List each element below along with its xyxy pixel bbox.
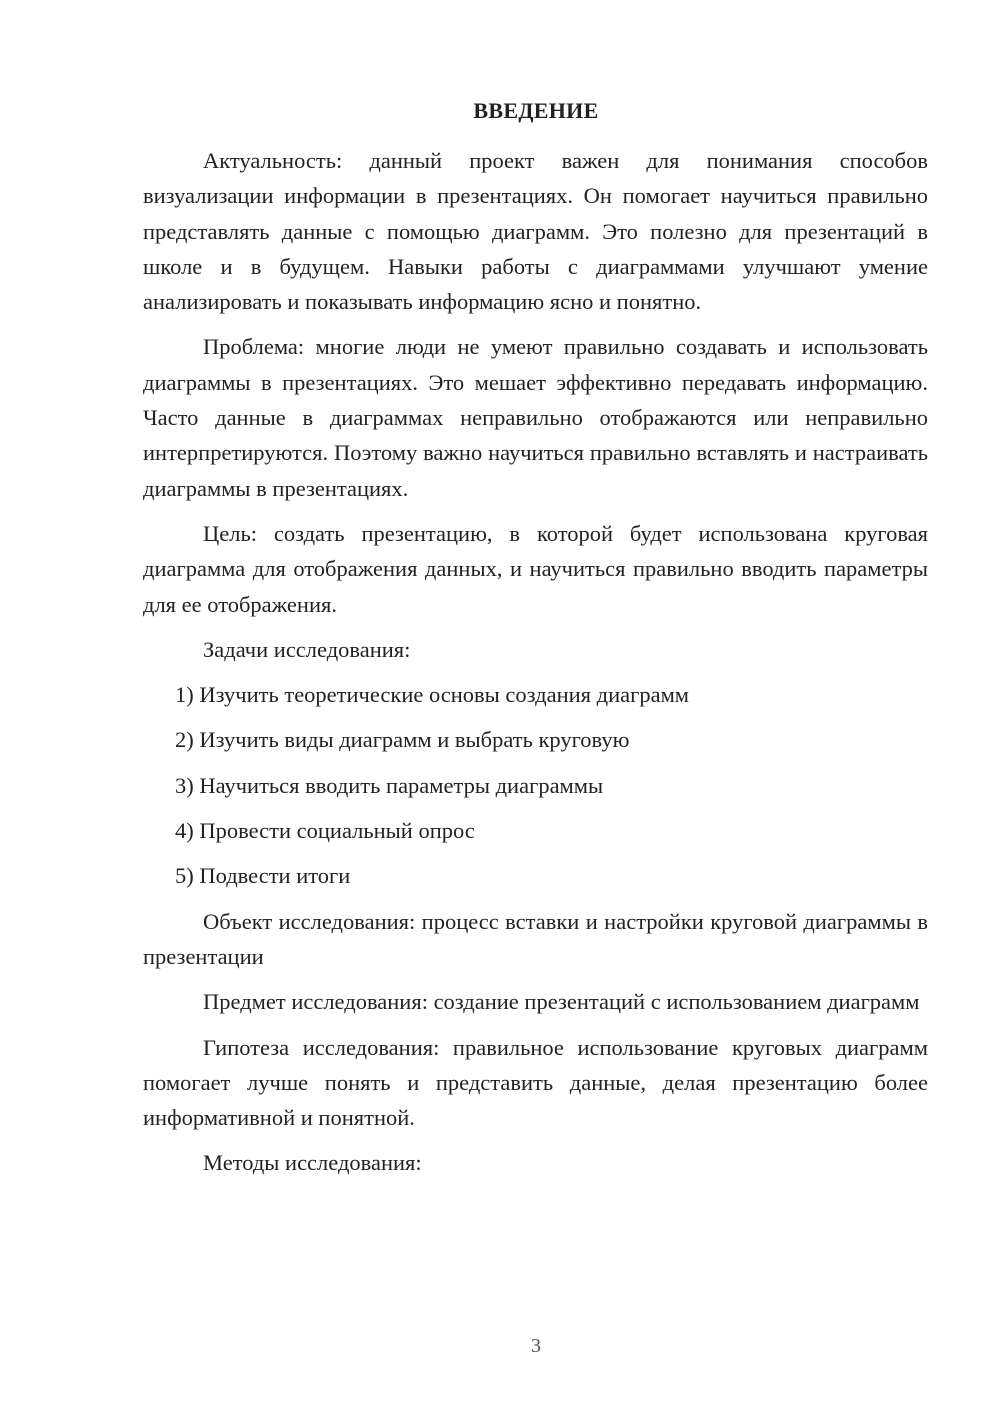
- body-text: [143, 143, 928, 1191]
- methods-heading: Методы исследования:: [203, 1150, 422, 1176]
- list-item: 4) Провести социальный опрос: [175, 818, 475, 844]
- subject-paragraph: Предмет исследования: создание презентаций с использованием диаграмм: [203, 989, 920, 1015]
- hypothesis-paragraph: Гипотеза исследования: правильное использование круговых диаграмм помогает лучше понять и представить данные, делая презентацию более информативной и понятной.: [143, 1034, 928, 1131]
- problem-paragraph: Проблема: многие люди не умеют правильно создавать и использовать диаграммы в презентациях. Это мешает эффективно передавать информацию. Часто данные в диаграммах неправильно отображаются или неправильно интерпретируются. Поэтому важно научиться правильно вставлять и настраивать диаграммы в презентациях.: [143, 334, 928, 501]
- list-item: 3) Научиться вводить параметры диаграммы: [175, 772, 604, 798]
- relevance-paragraph: Актуальность: данный проект важен для понимания способов визуализации информации в презентациях. Он помогает научиться правильно представлять данные с помощью диаграмм. Это полезно для презентаций в школе и в будущем. Навыки работы с диаграммами улучшают умение анализировать и показывать информацию ясно и понятно.: [143, 148, 928, 315]
- page-number: 3: [531, 1335, 541, 1357]
- list-item: 1) Изучить теоретические основы создания диаграмм: [175, 682, 690, 708]
- list-item: 2) Изучить виды диаграмм и выбрать круговую: [175, 727, 630, 753]
- section-heading: ВВЕДЕНИЕ: [473, 98, 599, 123]
- tasks-heading: Задачи исследования:: [203, 636, 411, 662]
- object-paragraph: Объект исследования: процесс вставки и настройки круговой диаграммы в презентации: [143, 908, 928, 969]
- goal-paragraph: Цель: создать презентацию, в которой будет использована круговая диаграмма для отображения данных, и научиться правильно вводить параметры для ее отображения.: [143, 520, 928, 617]
- tasks-list: [143, 677, 928, 893]
- list-item: 5) Подвести итоги: [175, 863, 351, 889]
